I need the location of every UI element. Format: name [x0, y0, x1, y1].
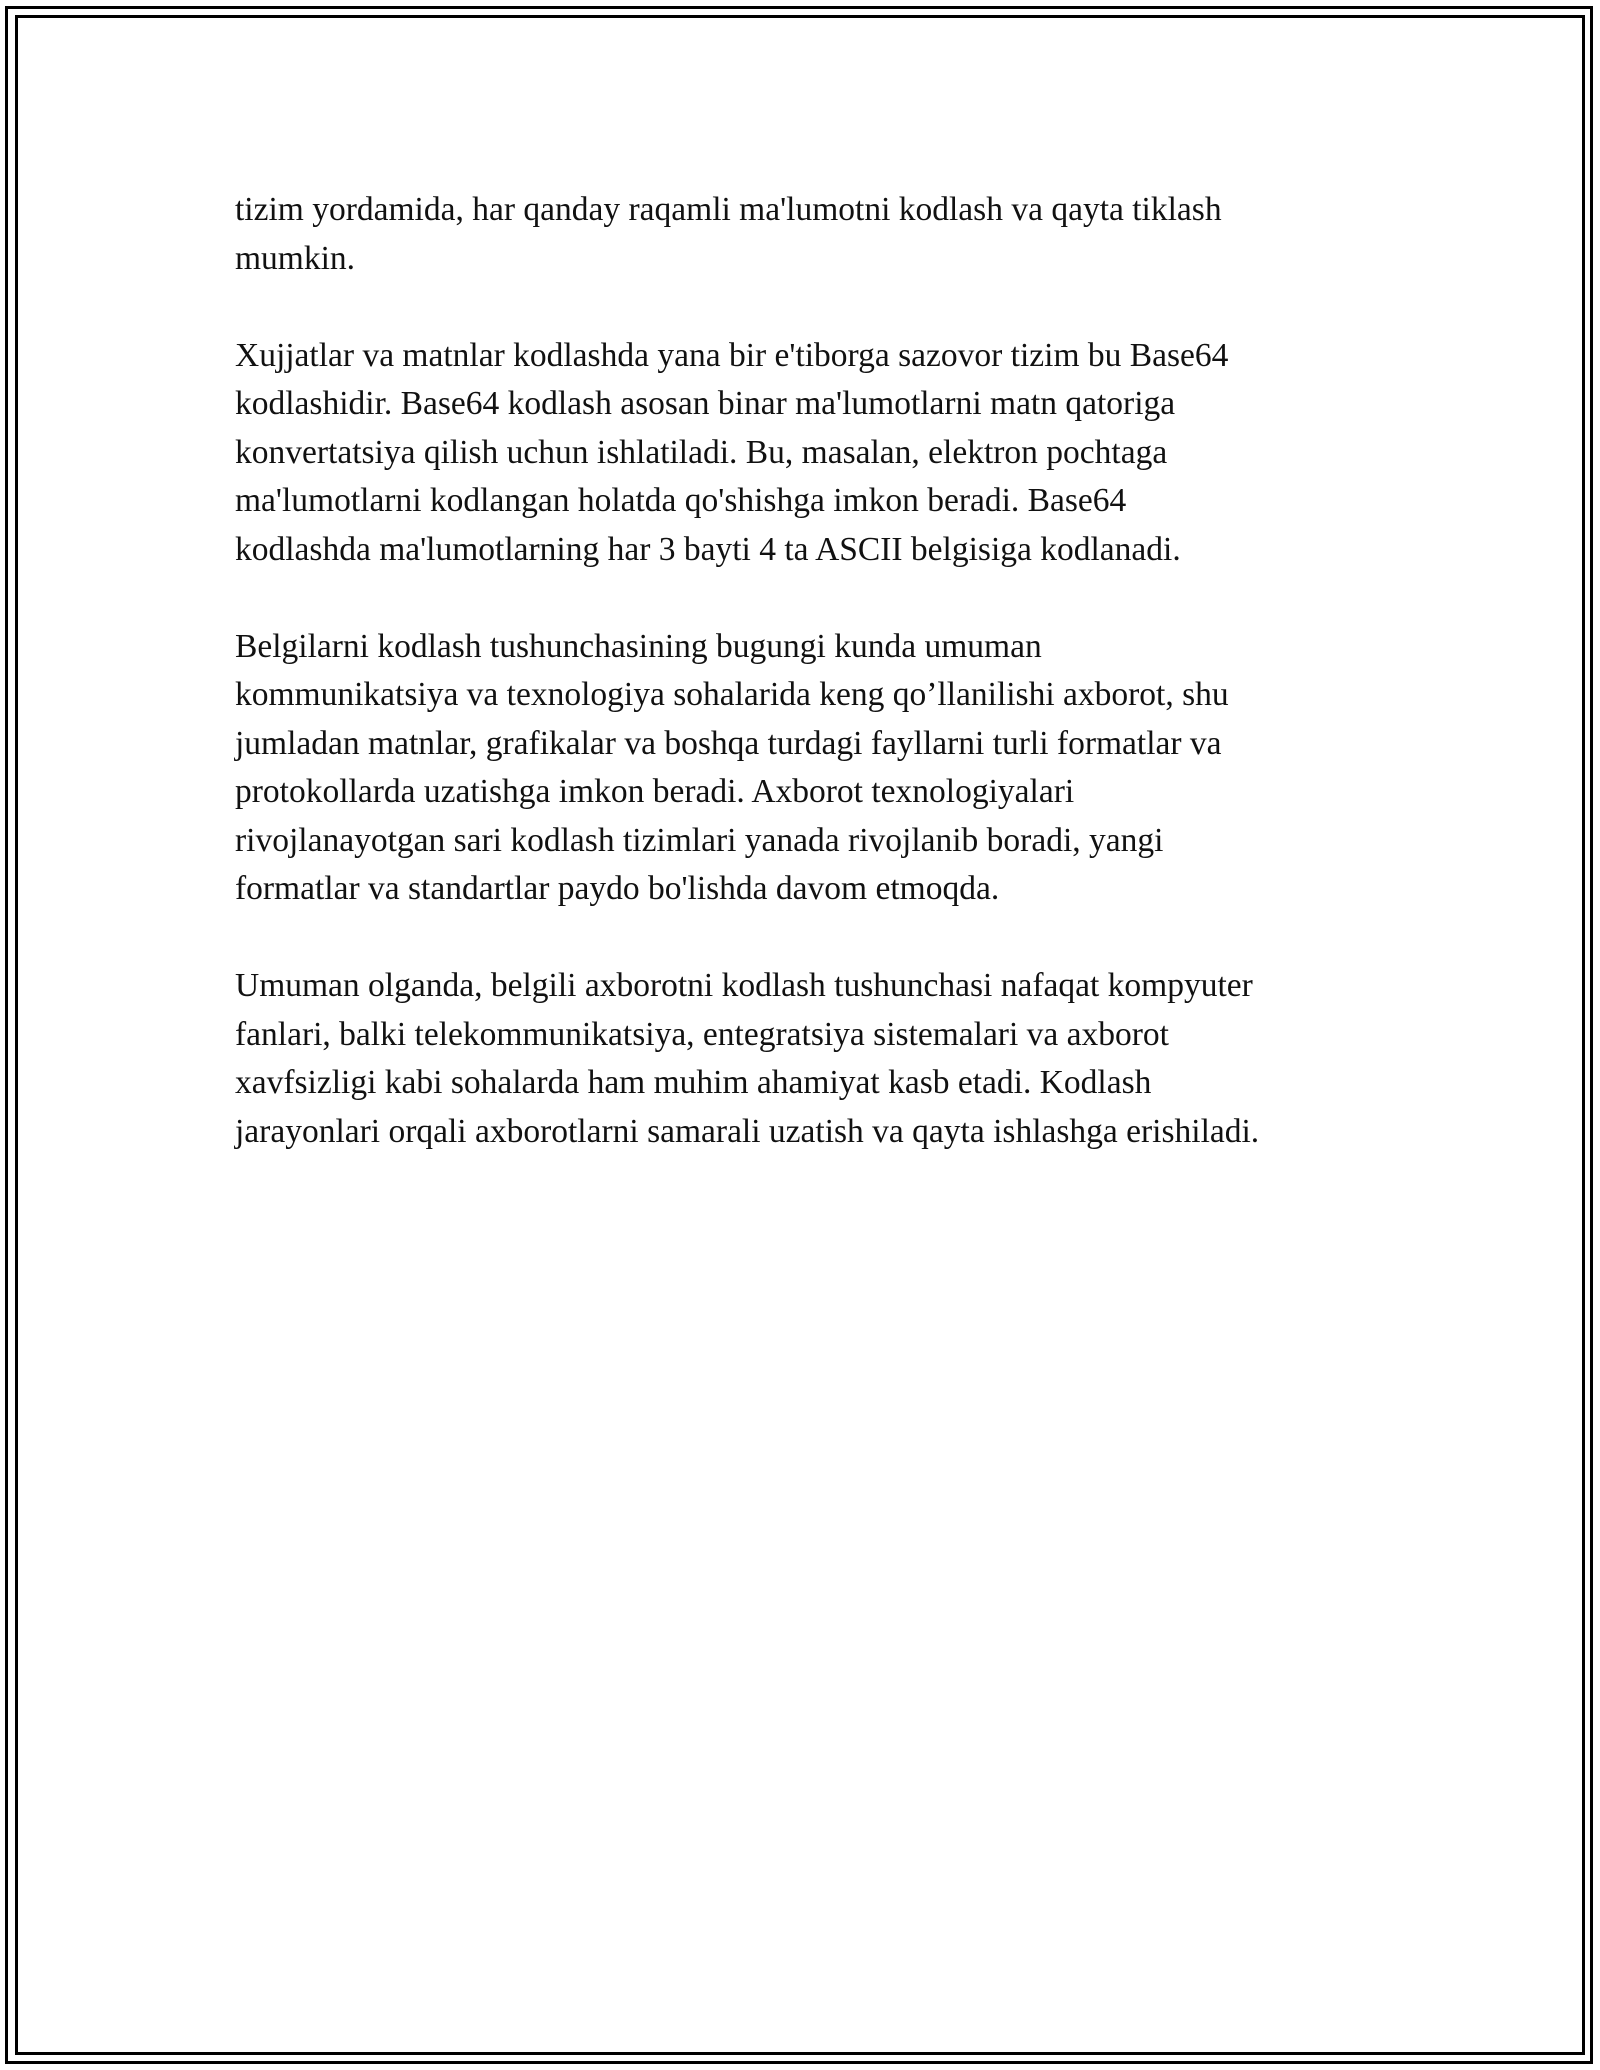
text-line: mumkin. [235, 239, 356, 277]
paragraph [235, 186, 1365, 283]
text-line: Belgilarni kodlash tushunchasining bugungi kunda umuman [235, 627, 1042, 665]
text-line: tizim yordamida, har qanday raqamli ma'lumotni kodlash va qayta tiklash [235, 191, 1222, 228]
document-body [235, 186, 1365, 1205]
text-line: protokollarda uzatishga imkon beradi. Axborot texnologiyalari [235, 773, 1075, 810]
text-line: rivojlanayotgan sari kodlash tizimlari yanada rivojlanib boradi, yangi [235, 821, 1164, 859]
text-line: jarayonlari orqali axborotlarni samarali uzatish va qayta ishlashga erishiladi. [235, 1112, 1260, 1150]
text-line: ma'lumotlarni kodlangan holatda qo'shishga imkon beradi. Base64 [235, 482, 1127, 519]
text-line: kommunikatsiya va texnologiya sohalarida keng qo’llanilishi axborot, shu [235, 676, 1229, 713]
paragraph [235, 623, 1365, 914]
text-line: kodlashidir. Base64 kodlash asosan binar ma'lumotlarni matn qatoriga [235, 385, 1176, 422]
text-line: Umuman olganda, belgili axborotni kodlash tushunchasi nafaqat kompyuter [235, 967, 1253, 1004]
paragraph [235, 962, 1365, 1156]
text-line: jumladan matnlar, grafikalar va boshqa turdagi fayllarni turli formatlar va [235, 724, 1222, 762]
paragraph [235, 332, 1365, 575]
text-line: fanlari, balki telekommunikatsiya, entegratsiya sistemalari va axborot [235, 1015, 1169, 1053]
text-line: kodlashda ma'lumotlarning har 3 bayti 4 ta ASCII belgisiga kodlanadi. [235, 530, 1181, 568]
text-line: konvertatsiya qilish uchun ishlatiladi. Bu, masalan, elektron pochtaga [235, 433, 1168, 471]
text-line: Xujjatlar va matnlar kodlashda yana bir e'tiborga sazovor tizim bu Base64 [235, 336, 1229, 374]
text-line: formatlar va standartlar paydo bo'lishda davom etmoqda. [235, 870, 1000, 907]
text-line: xavfsizligi kabi sohalarda ham muhim ahamiyat kasb etadi. Kodlash [235, 1064, 1152, 1101]
